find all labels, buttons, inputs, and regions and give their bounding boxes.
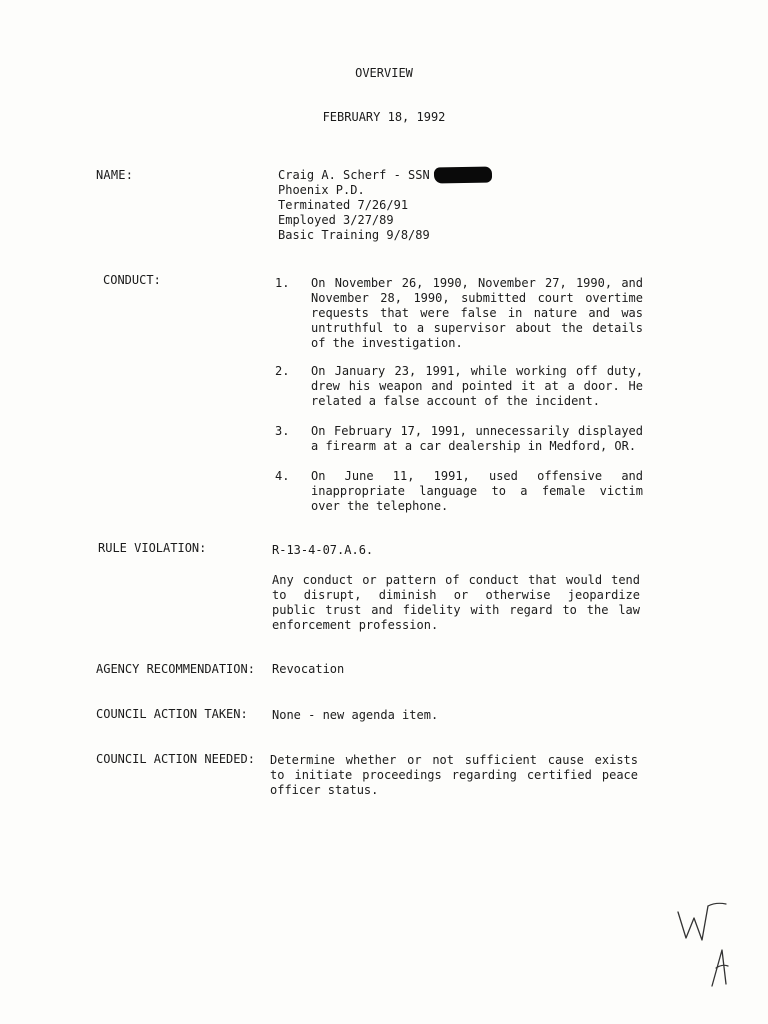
conduct-item-number: 2. — [275, 364, 290, 378]
document-date: FEBRUARY 18, 1992 — [322, 110, 446, 124]
conduct-item-number: 1. — [275, 276, 290, 290]
agency-recommendation-label: AGENCY RECOMMENDATION: — [96, 662, 255, 676]
conduct-item-text: On January 23, 1991, while working off duty, drew his weapon and pointed it at a door. He related a false account of the incident. — [311, 364, 643, 408]
handwritten-initials — [670, 890, 740, 1000]
document-title: OVERVIEW — [355, 66, 413, 80]
basic-training-line: Basic Training 9/8/89 — [278, 228, 430, 242]
rule-violation-label: RULE VIOLATION: — [98, 541, 207, 555]
council-action-taken-label: COUNCIL ACTION TAKEN: — [96, 707, 248, 721]
conduct-item-text: On June 11, 1991, used offensive and inappropriate language to a female victim over the telephone. — [311, 469, 643, 513]
council-action-needed-value: Determine whether or not sufficient cause exists to initiate proceedings regarding certified peace officer status. — [270, 753, 638, 797]
name-label: NAME: — [96, 168, 134, 182]
conduct-item-text: On February 17, 1991, unnecessarily displayed a firearm at a car dealership in Medford, OR. — [311, 424, 643, 453]
council-action-needed-label: COUNCIL ACTION NEEDED: — [96, 752, 255, 766]
conduct-item-number: 3. — [275, 424, 290, 438]
ssn-redaction-mark — [434, 166, 492, 183]
officer-name-line: Craig A. Scherf - SSN — [278, 168, 430, 182]
agency-recommendation-value: Revocation — [272, 662, 345, 676]
council-action-taken-value: None - new agenda item. — [272, 708, 439, 722]
rule-violation-description: Any conduct or pattern of conduct that would tend to disrupt, diminish or otherwise jeopardize public trust and fidelity with regard to the law enforcement profession. — [272, 573, 640, 632]
conduct-label: CONDUCT: — [103, 273, 161, 287]
terminated-line: Terminated 7/26/91 — [278, 198, 409, 212]
department-line: Phoenix P.D. — [278, 183, 365, 197]
rule-violation-code: R-13-4-07.A.6. — [272, 543, 374, 557]
conduct-item-text: On November 26, 1990, November 27, 1990, and November 28, 1990, submitted court overtime requests that were false in nature and was untruthful to a supervisor about the details of the investigation. — [311, 276, 643, 350]
conduct-item-number: 4. — [275, 469, 290, 483]
employed-line: Employed 3/27/89 — [278, 213, 394, 227]
name-details — [278, 168, 430, 243]
